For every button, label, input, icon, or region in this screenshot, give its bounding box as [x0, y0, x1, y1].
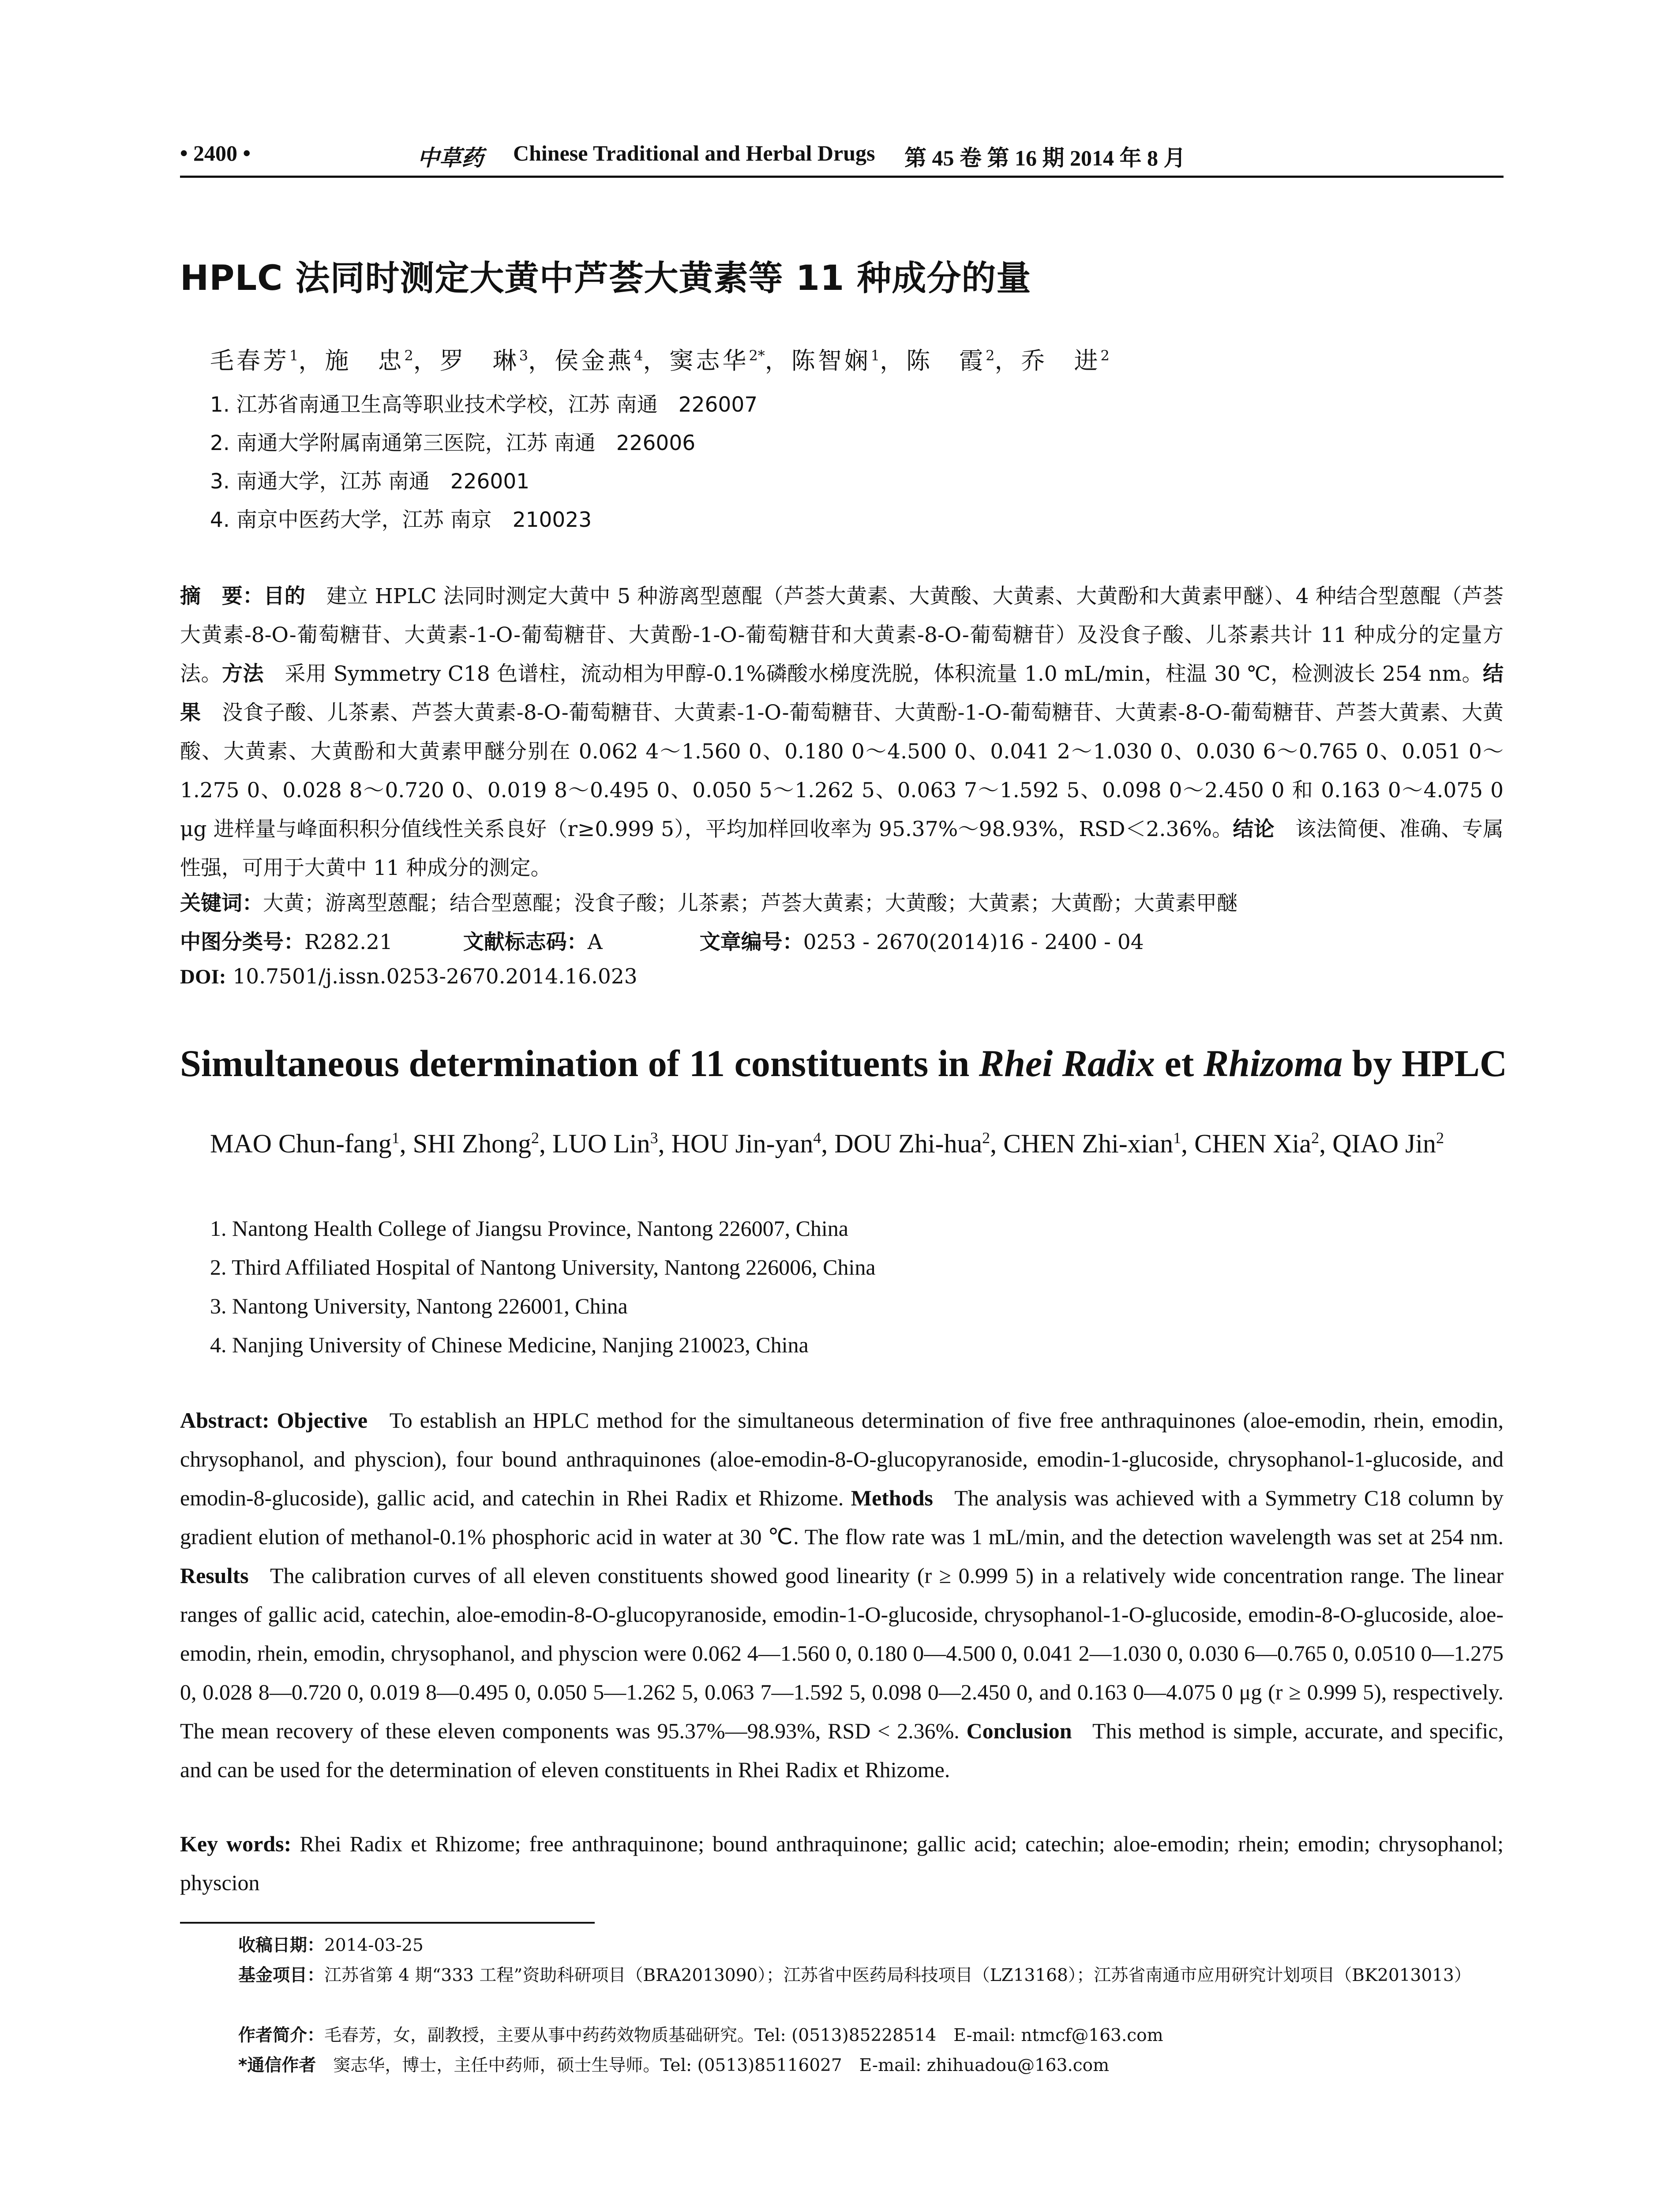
author-name: 窦志华: [669, 347, 749, 375]
fund-label: 基金项目：: [238, 1966, 325, 1985]
conclusion-label: 结论: [1233, 817, 1275, 841]
affiliation-cn: 4. 南京中医药大学，江苏 南京 210023: [210, 508, 592, 532]
author-affil-mark: 1: [1173, 1129, 1181, 1147]
author-name: LUO Lin: [552, 1129, 650, 1158]
doc-code-value: A: [587, 930, 603, 954]
keywords-en: [180, 1824, 1504, 1902]
received-label: 收稿日期：: [238, 1936, 325, 1955]
keywords-text: 大黄；游离型蒽醌；结合型蒽醌；没食子酸；儿茶素；芦荟大黄素；大黄酸；大黄素；大黄酚；大黄素甲醚: [263, 891, 1238, 915]
results-en-text: The calibration curves of all eleven constituents showed good linearity (r ≥ 0.999 5) in a relatively wide concentration range. The linear ranges of gallic acid, catechin, aloe-emodin-8-O-glucopyranoside, emodin-1-O-glucoside, chrysophanol-1-O-glucoside, emodin-8-O-glucoside, aloe-emodin, rhein, emodin, chrysophanol, and physcion were 0.062 4—1.560 0, 0.180 0—4.500 0, 0.041 2—1.030 0, 0.030 6—0.765 0, 0.0510 0—1.275 0, 0.028 8—0.720 0, 0.019 8—0.495 0, 0.050 5—1.262 5, 0.063 7—1.592 5, 0.098 0—2.450 0, and 0.163 0—4.075 0 μg (r ≥ 0.999 5), respectively. The mean recovery of these eleven components was 95.37%—98.93%, RSD < 2.36%.: [180, 1563, 1504, 1743]
doc-code-label: 文献标志码：: [463, 930, 588, 954]
abstract-en-label: Abstract: Objective: [180, 1408, 368, 1433]
results-en-label: Results: [180, 1563, 249, 1588]
results-label: 结果: [180, 662, 1504, 725]
footnote-rule: [180, 1922, 595, 1924]
affiliation-cn: 1. 江苏省南通卫生高等职业技术学校，江苏 南通 226007: [210, 393, 758, 417]
author-name: 侯金燕: [555, 347, 634, 375]
affiliation-en: 1. Nantong Health College of Jiangsu Province, Nantong 226007, China: [210, 1216, 848, 1241]
footnote-corresponding: [238, 2053, 1109, 2078]
article-no-value: 0253 - 2670(2014)16 - 2400 - 04: [803, 930, 1144, 954]
affiliation-en: 4. Nanjing University of Chinese Medicine, Nanjing 210023, China: [210, 1332, 809, 1357]
author-name: QIAO Jin: [1332, 1129, 1436, 1158]
objective-en-text: To establish an HPLC method for the simultaneous determination of five free anthraquinones (aloe-emodin, rhein, emodin, chrysophanol, and physcion), four bound anthraquinones (aloe-emodin-8-O-glucopyranoside, emodin-1-glucoside, chrysophanol-1-glucoside, and emodin-8-glucoside), gallic acid, and catechin in Rhei Radix et Rhizome.: [180, 1408, 1504, 1510]
classification-line: [180, 926, 1144, 955]
author-name: 乔 进: [1021, 347, 1101, 375]
author-affil-mark: 4: [813, 1129, 821, 1147]
journal-name-en: Chinese Traditional and Herbal Drugs: [513, 141, 875, 165]
conclusion-text: 该法简便、准确、专属性强，可用于大黄中 11 种成分的测定。: [180, 817, 1504, 880]
author-name: MAO Chun-fang: [210, 1129, 392, 1158]
author-bio-label: 作者简介：: [238, 2026, 325, 2045]
methods-text: 采用 Symmetry C18 色谱柱，流动相为甲醇-0.1%磷酸水梯度洗脱，体积流量 1.0 mL/min，柱温 30 ℃，检测波长 254 nm。: [285, 662, 1483, 686]
article-title-cn: HPLC 法同时测定大黄中芦荟大黄素等 11 种成分的量: [180, 259, 1031, 298]
author-affil-mark: 2: [982, 1129, 990, 1147]
author-bio-text: 毛春芳，女，副教授，主要从事中药药效物质基础研究。Tel: (0513)85228514 E-mail: ntmcf@163.com: [324, 2026, 1163, 2045]
conclusion-en-text: This method is simple, accurate, and specific, and can be used for the determination of eleven constituents in Rhei Radix et Rhizome.: [180, 1718, 1504, 1782]
received-date: 2014-03-25: [324, 1936, 424, 1955]
objective-label: 目的: [263, 584, 306, 608]
article-title-en: [180, 1041, 1507, 1085]
keywords-en-label: Key words:: [180, 1831, 292, 1856]
footnote-received: [238, 1933, 424, 1958]
author-name: 陈 霞: [906, 347, 986, 375]
abstract-cn: [180, 577, 1504, 888]
author-name: 罗 琳: [439, 347, 519, 375]
doi-label: DOI:: [180, 965, 226, 988]
keywords-label: 关键词：: [180, 891, 263, 915]
fund-text: 江苏省第 4 期“333 工程”资助科研项目（BRA2013090）；江苏省中医药局科技项目（LZ13168）；江苏省南通市应用研究计划项目（BK2013013）: [324, 1966, 1471, 1985]
journal-name-cn: 中草药: [417, 145, 484, 171]
clc-value: R282.21: [304, 930, 393, 954]
methods-en-label: Methods: [851, 1486, 933, 1510]
affiliation-cn: 2. 南通大学附属南通第三医院，江苏 南通 226006: [210, 431, 696, 455]
affiliation-en: 2. Third Affiliated Hospital of Nantong University, Nantong 226006, China: [210, 1255, 876, 1279]
author-name: SHI Zhong: [412, 1129, 531, 1158]
footnote-author: [238, 2023, 1163, 2048]
author-affil-mark: 2: [531, 1129, 539, 1147]
author-affil-mark: 2: [986, 347, 995, 364]
doi-link[interactable]: 10.7501/j.issn.0253-2670.2014.16.023: [232, 964, 638, 989]
issue-info: 第 45 卷 第 16 期 2014 年 8 月: [904, 146, 1186, 170]
author-affil-mark: 4: [634, 347, 643, 364]
methods-label: 方法: [221, 662, 264, 686]
keywords-en-text: Rhei Radix et Rhizome; free anthraquinone; bound anthraquinone; gallic acid; catechin; aloe-emodin; rhein; emodin; chrysophanol; physcion: [180, 1831, 1504, 1895]
author-affil-mark: 2*: [749, 347, 765, 364]
author-affil-mark: 3: [650, 1129, 658, 1147]
objective-text: 建立 HPLC 法同时测定大黄中 5 种游离型蒽醌（芦荟大黄素、大黄酸、大黄素、大黄酚和大黄素甲醚）、4 种结合型蒽醌（芦荟大黄素-8-O-葡萄糖苷、大黄素-1-O-葡萄糖苷、大黄酚-1-O-葡萄糖苷和大黄素-8-O-葡萄糖苷）及没食子酸、儿茶素共计 11 种成分的定量方法。: [180, 584, 1504, 686]
title-en-part: et: [1155, 1042, 1204, 1084]
title-en-part: Simultaneous determination of 11 constituents in: [180, 1042, 979, 1084]
title-en-part: by HPLC: [1342, 1042, 1507, 1084]
keywords-cn: [180, 887, 1238, 916]
affiliation-cn: 3. 南通大学，江苏 南通 226001: [210, 469, 530, 494]
author-name: HOU Jin-yan: [671, 1129, 814, 1158]
author-affil-mark: 2: [1100, 347, 1110, 364]
clc-label: 中图分类号：: [180, 930, 304, 954]
author-name: 毛春芳: [210, 347, 289, 375]
author-affil-mark: 1: [289, 347, 299, 364]
page-number: • 2400 •: [180, 141, 251, 165]
footnote-fund: [238, 1963, 1504, 1988]
author-affil-mark: 1: [391, 1129, 400, 1147]
header-rule: [180, 176, 1504, 178]
author-affil-mark: 2: [1311, 1129, 1320, 1147]
author-list-en: MAO Chun-fang$^1$, SHI Zhong$^2$, LUO Lin$^3$, HOU Jin-yan$^4$, DOU Zhi-hua$^2$, CHEN Zhi-xian$^1$, CHEN Xia$^2$, QIAO Jin$^2$: [210, 1129, 1444, 1158]
author-name: 施 忠: [325, 347, 405, 375]
running-header: [180, 140, 1504, 180]
affiliation-en: 3. Nantong University, Nantong 226001, China: [210, 1294, 628, 1318]
author-affil-mark: 2: [404, 347, 413, 364]
author-affil-mark: 1: [870, 347, 880, 364]
abstract-label: 摘 要：: [180, 584, 264, 608]
author-affil-mark: 2: [1436, 1129, 1444, 1147]
corresponding-text: 窦志华，博士，主任中药师，硕士生导师。Tel: (0513)85116027 E-mail: zhihuadou@163.com: [333, 2056, 1110, 2075]
author-affil-mark: 3: [519, 347, 529, 364]
author-name: 陈智娴: [791, 347, 871, 375]
results-text: 没食子酸、儿茶素、芦荟大黄素-8-O-葡萄糖苷、大黄素-1-O-葡萄糖苷、大黄酚-1-O-葡萄糖苷、大黄素-8-O-葡萄糖苷、芦荟大黄素、大黄酸、大黄素、大黄酚和大黄素甲醚分别在 0.062 4～1.560 0、0.180 0～4.500 0、0.041 2～1.030 0、0.030 6～0.765 0、0.051 0～1.275 0、0.028 8～0.720 0、0.019 8～0.495 0、0.050 5～1.262 5、0.063 7～1.592 5、0.098 0～2.450 0 和 0.163 0～4.075 0 μg 进样量与峰面积积分值线性关系良好（r≥0.999 5），平均加样回收率为 95.37%～98.93%，RSD＜2.36%。: [180, 701, 1504, 841]
title-en-italic: Rhizoma: [1203, 1042, 1343, 1084]
author-list-cn: 毛春芳$^1$，施 忠$^2$，罗 琳$^3$，侯金燕$^4$，窦志华$^{2*}$，陈智娴$^1$，陈 霞$^2$，乔 进$^2$: [210, 347, 1110, 375]
abstract-en: [180, 1401, 1504, 1789]
corresponding-label: *通信作者: [238, 2056, 316, 2075]
article-no-label: 文章编号：: [699, 930, 803, 954]
author-name: CHEN Xia: [1194, 1129, 1312, 1158]
author-name: DOU Zhi-hua: [834, 1129, 982, 1158]
doi-line: [180, 964, 638, 989]
title-en-italic: Rhei Radix: [979, 1042, 1155, 1084]
conclusion-en-label: Conclusion: [966, 1718, 1072, 1743]
methods-en-text: The analysis was achieved with a Symmetry C18 column by gradient elution of methanol-0.1% phosphoric acid in water at 30 ℃. The flow rate was 1 mL/min, and the detection wavelength was set at 254 nm.: [180, 1486, 1504, 1549]
author-name: CHEN Zhi-xian: [1003, 1129, 1174, 1158]
